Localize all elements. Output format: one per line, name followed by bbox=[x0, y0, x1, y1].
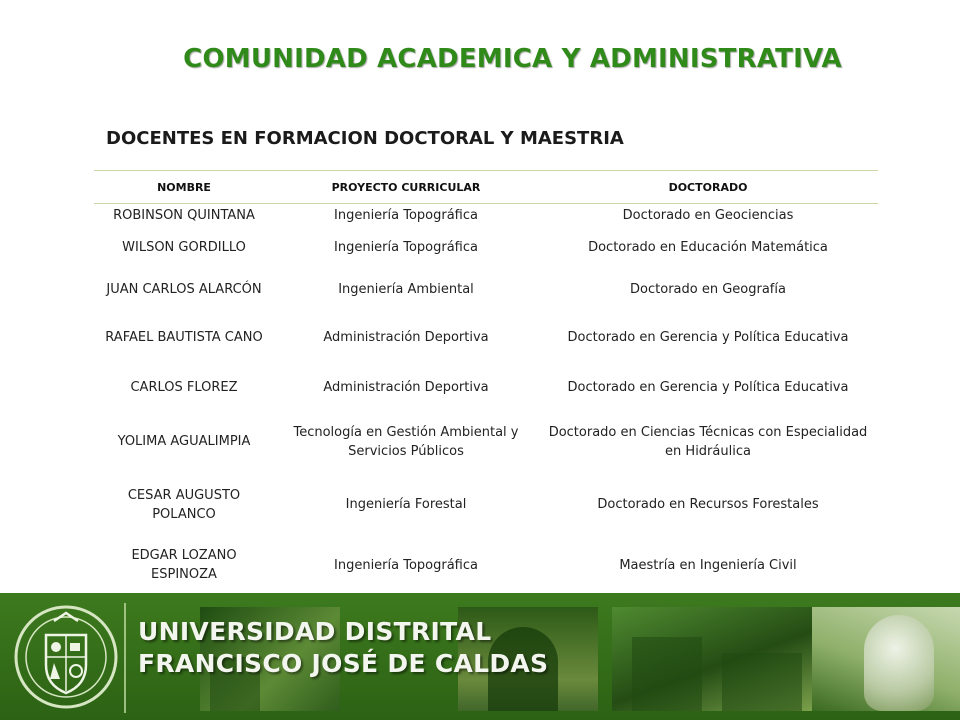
table-row bbox=[94, 268, 878, 312]
university-crest-icon bbox=[14, 601, 118, 713]
cell-proyecto: Ingeniería Forestal bbox=[345, 497, 467, 512]
cell-doctorado: Maestría en Ingeniería Civil bbox=[538, 538, 878, 594]
cell-doctorado: Doctorado en Geociencias bbox=[622, 208, 794, 224]
university-name-line2: FRANCISCO JOSÉ DE CALDAS bbox=[138, 649, 549, 678]
campus-photo-building bbox=[612, 607, 812, 711]
table-row bbox=[94, 472, 878, 538]
footer-divider bbox=[124, 603, 126, 713]
cell-nombre: CARLOS FLOREZ bbox=[130, 380, 238, 395]
section-title: DOCENTES EN FORMACION DOCTORAL Y MAESTRIA bbox=[106, 128, 624, 149]
cell-proyecto: Ingeniería Ambiental bbox=[338, 282, 474, 297]
cell-proyecto: Tecnología en Gestión Ambiental y Servicios Públicos bbox=[293, 424, 519, 459]
cell-proyecto: Ingeniería Topográfica bbox=[334, 208, 478, 224]
table-row bbox=[94, 228, 878, 268]
cell-nombre: YOLIMA AGUALIMPIA bbox=[117, 434, 251, 449]
cell-nombre: CESAR AUGUSTO POLANCO bbox=[127, 487, 241, 522]
header-proyecto: PROYECTO CURRICULAR bbox=[274, 171, 538, 204]
cell-nombre: RAFAEL BAUTISTA CANO bbox=[105, 330, 263, 345]
cell-doctorado: Doctorado en Ciencias Técnicas con Especialidad en Hidráulica bbox=[548, 424, 868, 459]
header-doctorado: DOCTORADO bbox=[538, 171, 878, 204]
table-row bbox=[94, 538, 878, 594]
cell-doctorado: Doctorado en Educación Matemática bbox=[588, 240, 828, 255]
statue-photo bbox=[812, 607, 960, 711]
cell-nombre: ROBINSON QUINTANA bbox=[113, 208, 255, 224]
cell-nombre: WILSON GORDILLO bbox=[122, 240, 246, 255]
table-row bbox=[94, 312, 878, 364]
table-row bbox=[94, 364, 878, 412]
cell-proyecto: Ingeniería Topográfica bbox=[334, 240, 478, 255]
cell-nombre: JUAN CARLOS ALARCÓN bbox=[106, 282, 262, 297]
cell-doctorado: Doctorado en Recursos Forestales bbox=[597, 497, 819, 512]
cell-proyecto: Administración Deportiva bbox=[323, 380, 489, 395]
table-row bbox=[94, 412, 878, 472]
cell-proyecto: Ingeniería Topográfica bbox=[274, 538, 538, 594]
footer-banner bbox=[0, 593, 960, 720]
faculty-table bbox=[94, 170, 878, 594]
header-nombre: NOMBRE bbox=[94, 171, 274, 204]
cell-proyecto: Administración Deportiva bbox=[323, 330, 489, 345]
table-header-row bbox=[94, 171, 878, 204]
cell-doctorado: Doctorado en Gerencia y Política Educativa bbox=[567, 380, 849, 395]
cell-doctorado: Doctorado en Gerencia y Política Educativa bbox=[567, 330, 849, 345]
university-name-line1: UNIVERSIDAD DISTRITAL bbox=[138, 617, 492, 646]
cell-doctorado: Doctorado en Geografía bbox=[630, 282, 786, 297]
table-row bbox=[94, 204, 878, 228]
slide-title: COMUNIDAD ACADEMICA Y ADMINISTRATIVA bbox=[183, 44, 842, 74]
cell-nombre: EDGAR LOZANO ESPINOZA bbox=[94, 538, 274, 594]
